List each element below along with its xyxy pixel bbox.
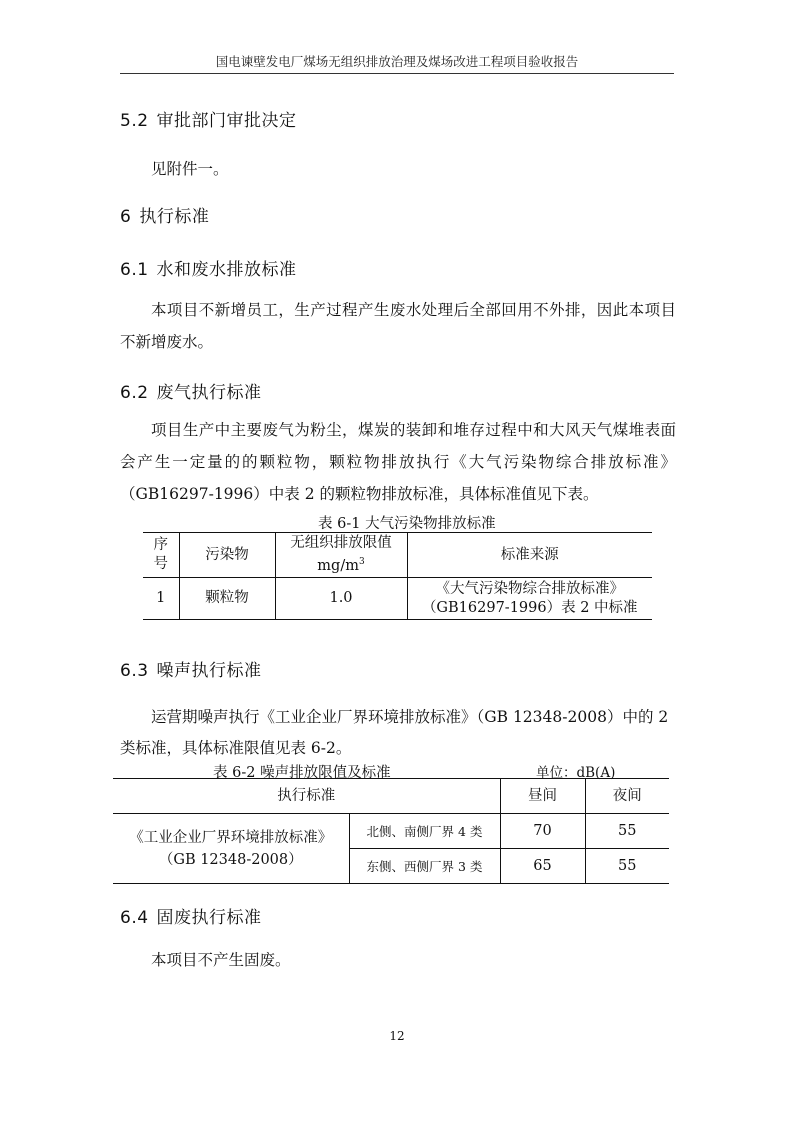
- page-number: 12: [389, 1029, 405, 1043]
- table-6-2-caption: 表 6-2 噪声排放限值及标准: [213, 765, 391, 781]
- section-6-3-body-line-1: 运营期噪声执行《工业企业厂界环境排放标准》（GB 12348-2008）中的 2: [151, 708, 669, 726]
- cell-side: 北侧、南侧厂界 4 类: [349, 814, 500, 849]
- heading-number: 6.4: [120, 908, 149, 928]
- section-6-1-body: 本项目不新增员工，生产过程产生废水处理后全部回用不外排，因此本项目不新增废水。: [120, 301, 676, 351]
- heading-text: 固废执行标准: [156, 908, 262, 928]
- running-header: 国电谏壁发电厂煤场无组织排放治理及煤场改进工程项目验收报告: [215, 54, 579, 69]
- header-cell-pollutant: 污染物: [179, 533, 275, 578]
- section-6-4-body: 本项目不产生固废。: [151, 951, 291, 969]
- heading-text: 水和废水排放标准: [156, 260, 297, 280]
- heading-text: 审批部门审批决定: [156, 111, 297, 131]
- heading-text: 废气执行标准: [156, 383, 262, 403]
- header-cell-source: 标准来源: [407, 533, 652, 578]
- heading-number: 6.3: [120, 661, 149, 681]
- heading-5-2: [120, 106, 297, 131]
- heading-6-2: [120, 378, 262, 403]
- header-rule: [120, 73, 674, 74]
- cell-standard-name: 《工业企业厂界环境排放标准》 （GB 12348-2008）: [113, 814, 349, 884]
- heading-number: 5.2: [120, 111, 149, 131]
- header-cell-standard: 执行标准: [113, 779, 500, 814]
- table-6-2-unit: 单位：dB(A): [536, 765, 616, 781]
- heading-number: 6: [120, 207, 132, 227]
- header-cell-night: 夜间: [585, 779, 669, 814]
- cell-source: 《大气污染物综合排放标准》 （GB16297-1996）表 2 中标准: [407, 578, 652, 620]
- table-6-1-caption: 表 6-1 大气污染物排放标准: [318, 516, 496, 532]
- cell-limit: 1.0: [275, 578, 407, 620]
- table-6-1: [143, 532, 652, 620]
- cell-no: 1: [143, 578, 179, 620]
- heading-6: [120, 202, 209, 227]
- table-row: [143, 578, 652, 620]
- header-cell-limit: 无组织排放限值 $mg/m^3$: [275, 533, 407, 578]
- table-header-row: [143, 533, 652, 578]
- table-6-2: [113, 778, 669, 884]
- heading-6-3: [120, 656, 262, 681]
- heading-text: 执行标准: [139, 207, 210, 227]
- cell-day: 70: [500, 814, 585, 849]
- section-6-2-body: 项目生产中主要废气为粉尘，煤炭的装卸和堆存过程中和大风天气煤堆表面会产生一定量的的颗粒物，颗粒物排放执行《大气污染物综合排放标准》（GB16297-1996）中表 2 的颗粒物排放标准，具体标准值见下表。: [120, 421, 676, 503]
- cell-side: 东侧、西侧厂界 3 类: [349, 849, 500, 884]
- cell-night: 55: [585, 849, 669, 884]
- heading-number: 6.2: [120, 383, 149, 403]
- table-header-row: [113, 779, 669, 814]
- section-5-2-body: 见附件一。: [151, 160, 229, 178]
- header-cell-no: 序 号: [143, 533, 179, 578]
- cell-night: 55: [585, 814, 669, 849]
- table-row: [113, 814, 669, 849]
- heading-6-4: [120, 903, 262, 928]
- cell-pollutant: 颗粒物: [179, 578, 275, 620]
- section-6-3-body-line-2: 类标准，具体标准限值见表 6-2。: [120, 739, 352, 757]
- heading-text: 噪声执行标准: [156, 661, 262, 681]
- heading-6-1: [120, 255, 297, 280]
- heading-number: 6.1: [120, 260, 149, 280]
- cell-day: 65: [500, 849, 585, 884]
- header-cell-day: 昼间: [500, 779, 585, 814]
